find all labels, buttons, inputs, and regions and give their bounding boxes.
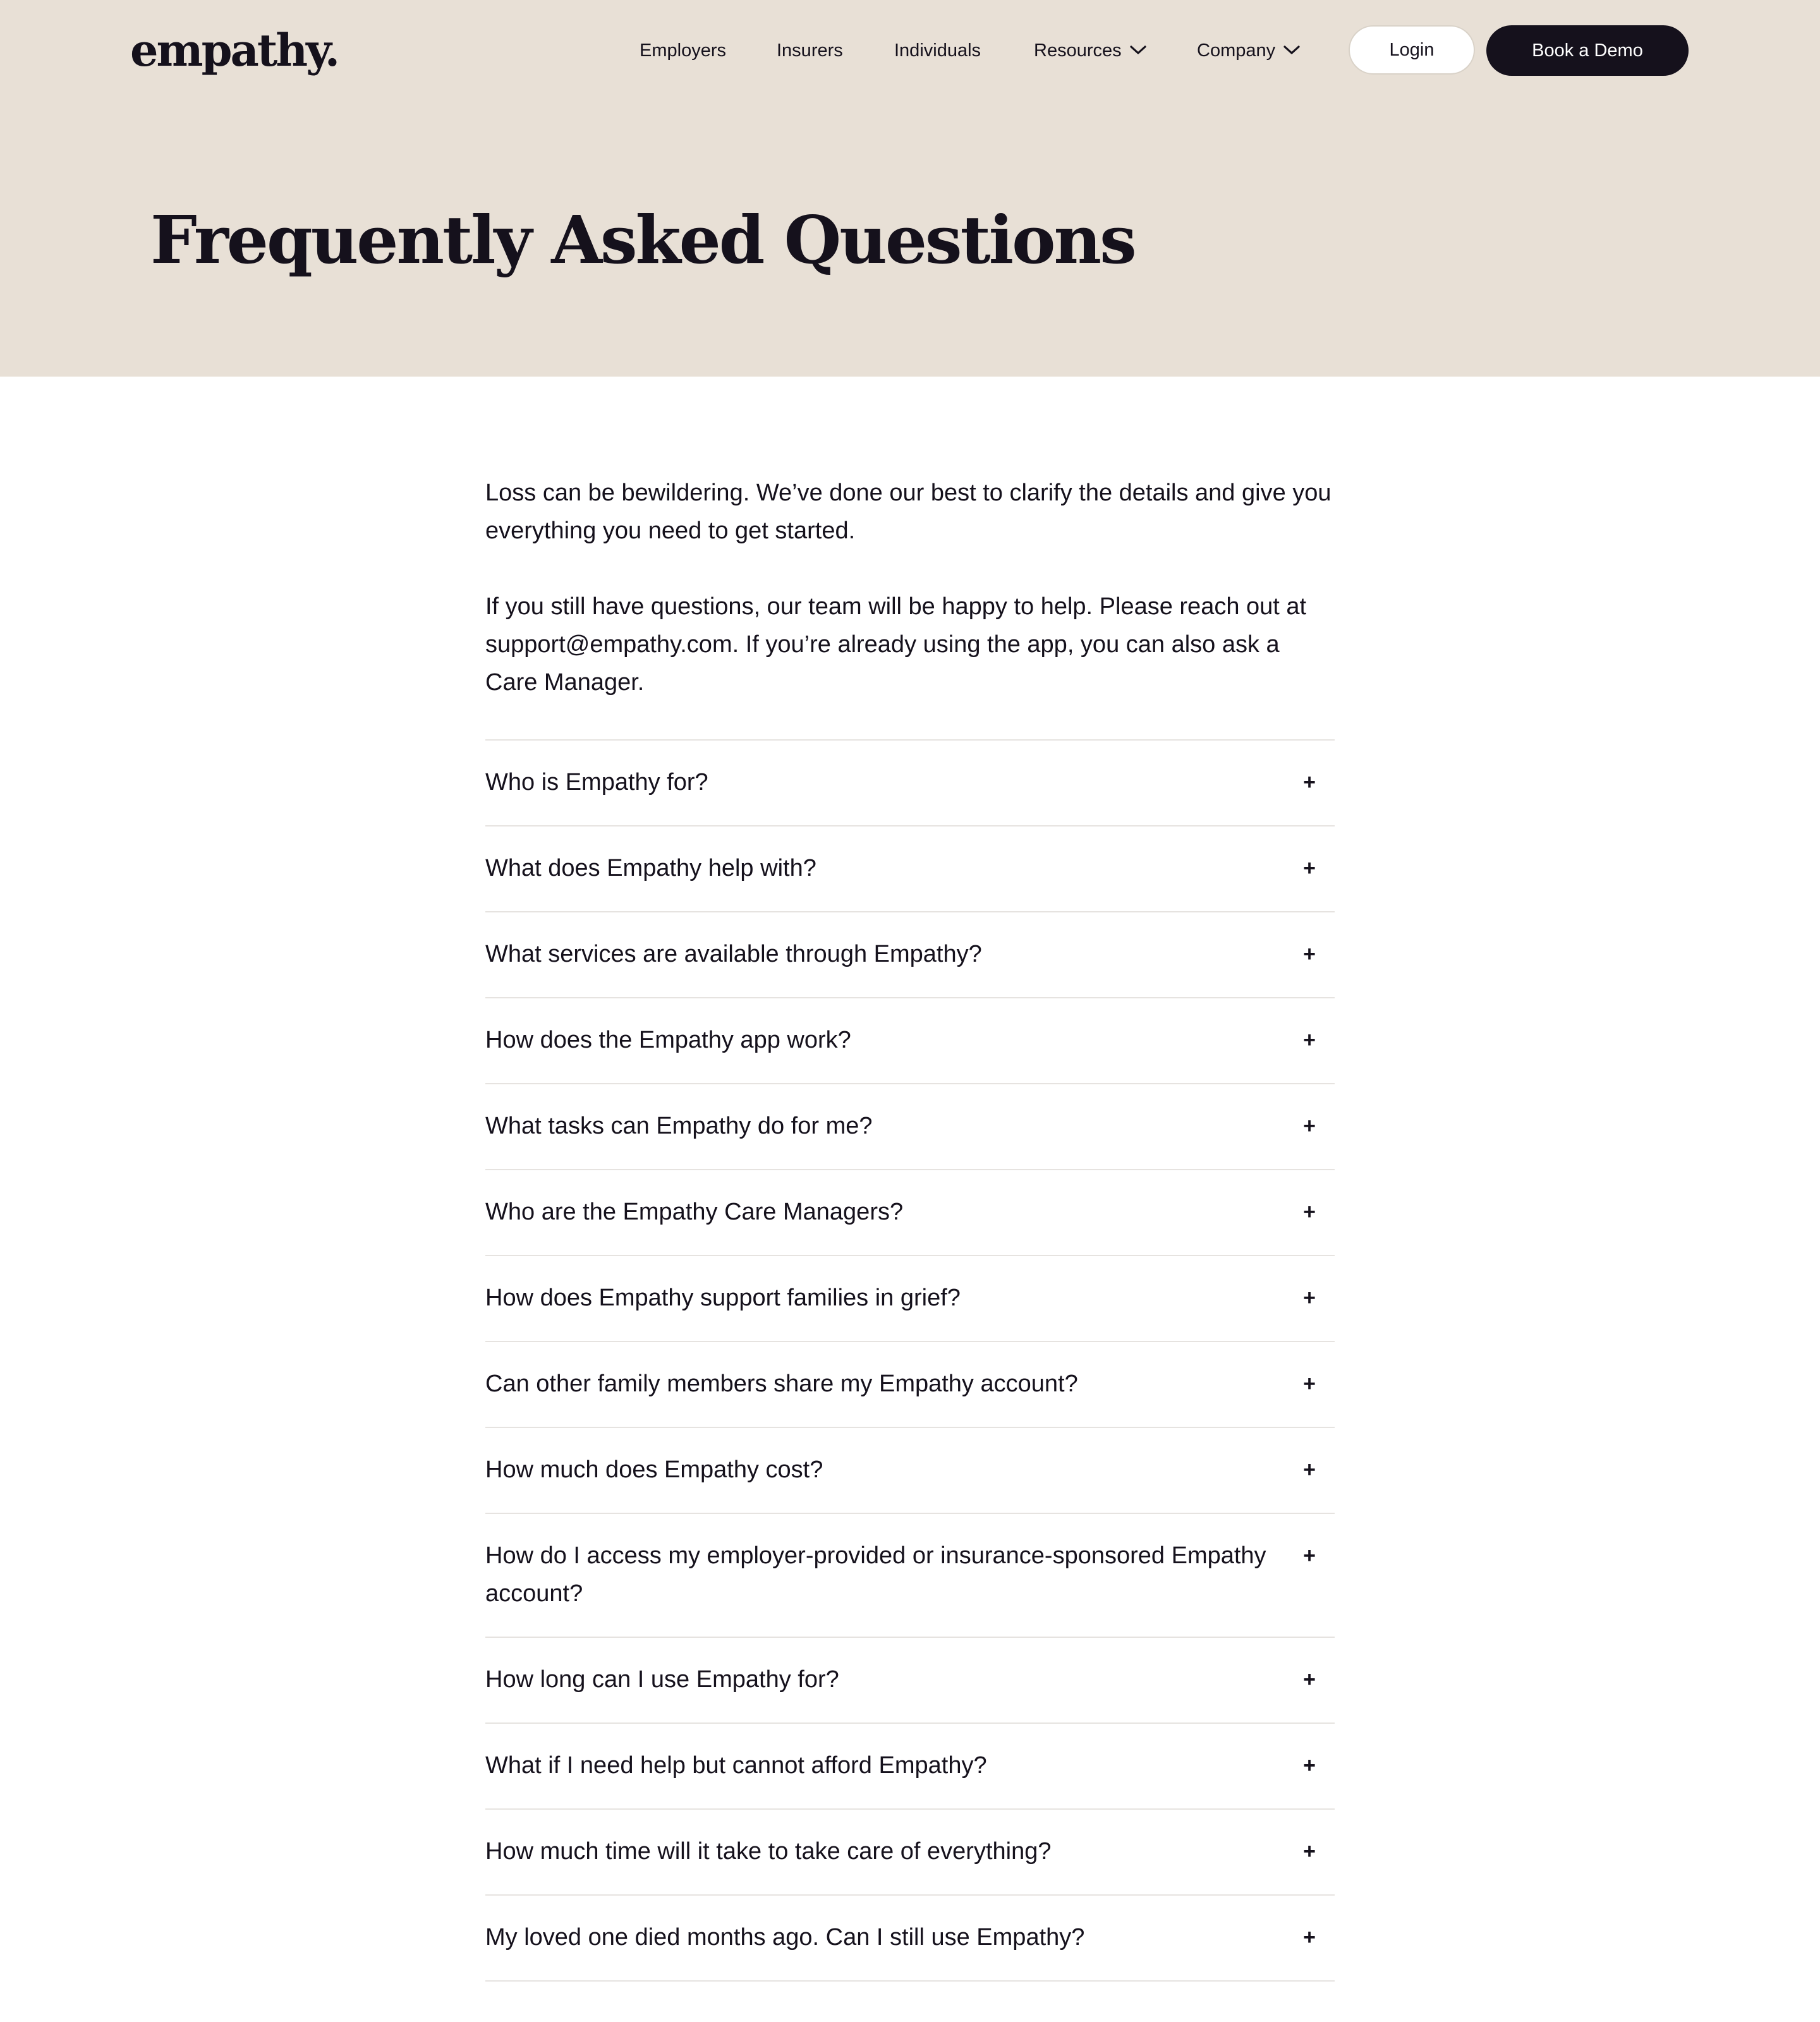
nav-resources-label: Resources xyxy=(1034,40,1122,61)
faq-question: How much does Empathy cost? xyxy=(485,1456,823,1483)
faq-question: What services are available through Empathy? xyxy=(485,941,982,967)
plus-icon[interactable]: + xyxy=(1303,1286,1316,1310)
faq-question: My loved one died months ago. Can I still use Empathy? xyxy=(485,1924,1085,1951)
nav-employers[interactable]: Employers xyxy=(640,40,726,61)
page-title: Frequently Asked Questions xyxy=(150,201,1135,279)
faq-question: What tasks can Empathy do for me? xyxy=(485,1113,873,1139)
faq-item[interactable] xyxy=(485,1810,1335,1896)
chevron-down-icon xyxy=(1283,44,1301,56)
faq-question: What does Empathy help with? xyxy=(485,855,816,881)
faq-question: How long can I use Empathy for? xyxy=(485,1666,839,1693)
faq-question: Who is Empathy for? xyxy=(485,769,708,796)
plus-icon[interactable]: + xyxy=(1303,1114,1316,1138)
faq-question: How does Empathy support families in grief? xyxy=(485,1285,961,1311)
plus-icon[interactable]: + xyxy=(1303,1372,1316,1396)
plus-icon[interactable]: + xyxy=(1303,942,1316,966)
faq-item[interactable] xyxy=(485,1638,1335,1724)
nav-company[interactable] xyxy=(1197,25,1301,76)
book-demo-button[interactable]: Book a Demo xyxy=(1486,25,1689,76)
faq-item[interactable] xyxy=(485,1428,1335,1514)
faq-item[interactable] xyxy=(485,1514,1335,1638)
empathy-logo[interactable]: empathy. xyxy=(130,24,339,76)
nav-insurers[interactable]: Insurers xyxy=(777,40,843,61)
faq-content xyxy=(485,474,1335,1982)
faq-item[interactable] xyxy=(485,1724,1335,1810)
faq-item[interactable] xyxy=(485,1342,1335,1428)
plus-icon[interactable]: + xyxy=(1303,1925,1316,1949)
plus-icon[interactable]: + xyxy=(1303,856,1316,880)
intro-text xyxy=(485,474,1335,701)
plus-icon[interactable]: + xyxy=(1303,1028,1316,1052)
faq-question: How does the Empathy app work? xyxy=(485,1027,851,1053)
contact-paragraph: If you still have questions, our team will be happy to help. Please reach out at support@empathy.com. If you’re already using the app, you can also ask a Care Manager. xyxy=(485,593,1307,696)
plus-icon[interactable]: + xyxy=(1303,770,1316,794)
intro-paragraph: Loss can be bewildering. We’ve done our best to clarify the details and give you everything you need to get started. xyxy=(485,480,1332,544)
nav-company-label: Company xyxy=(1197,40,1276,61)
faq-question: Who are the Empathy Care Managers? xyxy=(485,1199,904,1225)
faq-question: How do I access my employer-provided or insurance-sponsored Empathy account? xyxy=(485,1542,1266,1607)
login-button[interactable]: Login xyxy=(1349,25,1475,75)
plus-icon[interactable]: + xyxy=(1303,1839,1316,1863)
plus-icon[interactable]: + xyxy=(1303,1458,1316,1482)
faq-question: Can other family members share my Empathy account? xyxy=(485,1371,1078,1397)
plus-icon[interactable]: + xyxy=(1303,1544,1316,1568)
faq-item[interactable] xyxy=(485,998,1335,1084)
nav-resources[interactable] xyxy=(1034,25,1147,76)
chevron-down-icon xyxy=(1129,44,1147,56)
plus-icon[interactable]: + xyxy=(1303,1668,1316,1692)
faq-list xyxy=(485,739,1335,1982)
plus-icon[interactable]: + xyxy=(1303,1753,1316,1777)
faq-item[interactable] xyxy=(485,1084,1335,1170)
faq-item[interactable] xyxy=(485,1256,1335,1342)
faq-question: How much time will it take to take care of everything? xyxy=(485,1838,1052,1865)
faq-item[interactable] xyxy=(485,826,1335,912)
faq-question: What if I need help but cannot afford Empathy? xyxy=(485,1752,987,1779)
plus-icon[interactable]: + xyxy=(1303,1200,1316,1224)
faq-item[interactable] xyxy=(485,912,1335,998)
faq-item[interactable] xyxy=(485,741,1335,826)
faq-item[interactable] xyxy=(485,1896,1335,1982)
nav-individuals[interactable]: Individuals xyxy=(894,40,981,61)
faq-item[interactable] xyxy=(485,1170,1335,1256)
